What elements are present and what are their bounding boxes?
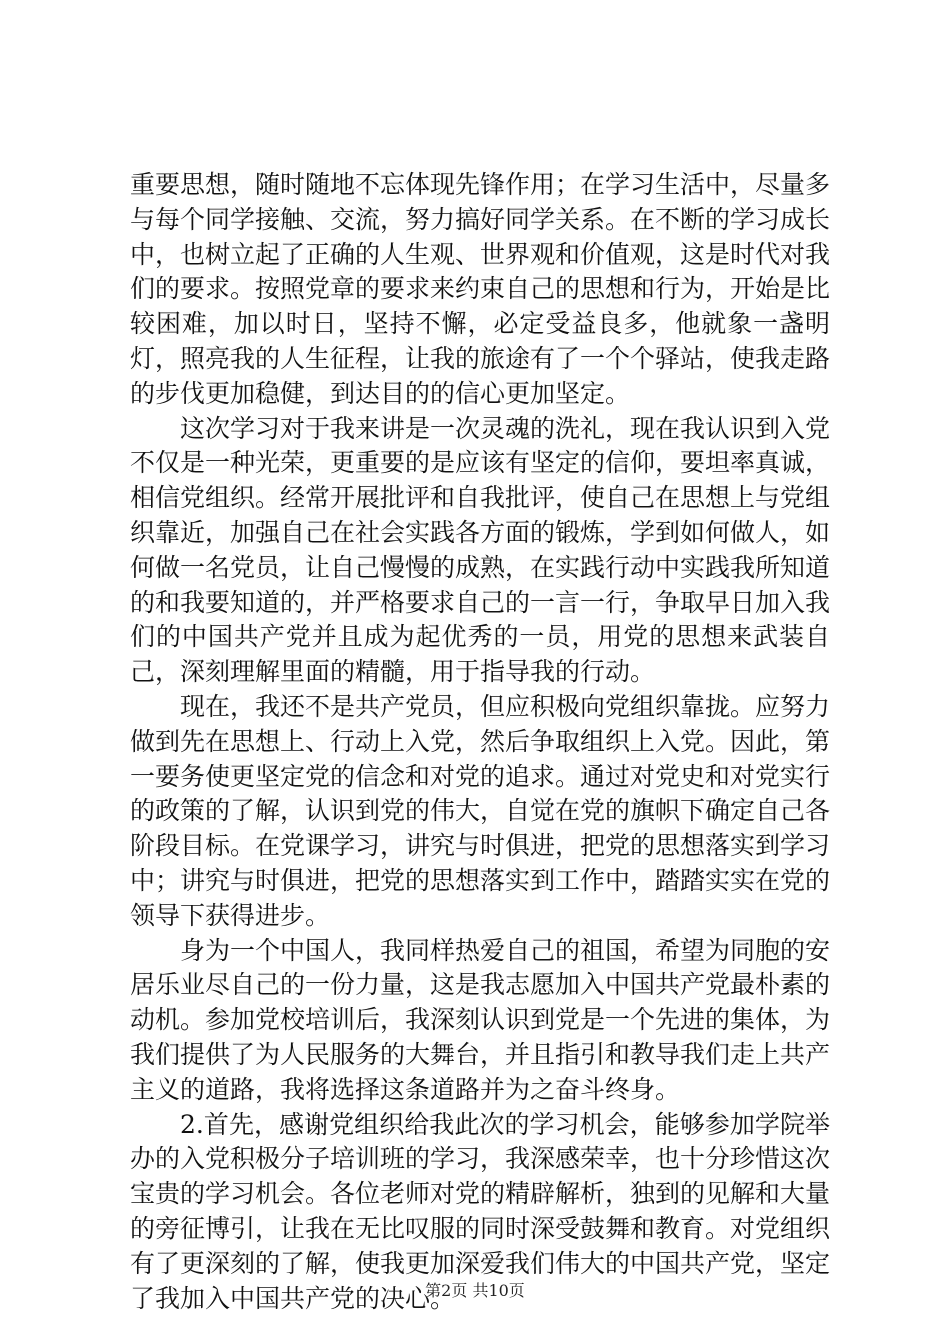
paragraph-love-motherland: 身为一个中国人，我同样热爱自己的祖国，希望为同胞的安居乐业尽自己的一份力量，这是我志愿加入中国共产党最朴素的动机。参加党校培训后，我深刻认识到党是一个先进的集体，为我们提供了为人民服务的大舞台，并且指引和教导我们走上共产主义的道路，我将选择这条道路并为之奋斗终身。 xyxy=(130,935,831,1104)
page-number-footer: 第2页 共10页 xyxy=(425,1281,525,1300)
paragraph-continuation: 重要思想，随时随地不忘体现先锋作用；在学习生活中，尽量多与每个同学接触、交流，努力搞好同学关系。在不断的学习成长中，也树立起了正确的人生观、世界观和价值观，这是时代对我们的要求。按照党章的要求来约束自己的思想和行为，开始是比较困难，加以时日，坚持不懈，必定受益良多，他就象一盏明灯，照亮我的人生征程，让我的旅途有了一个个驿站，使我走路的步伐更加稳健，到达目的的信心更加坚定。 xyxy=(130,170,831,408)
paragraph-not-yet-member: 现在，我还不是共产党员，但应积极向党组织靠拢。应努力做到先在思想上、行动上入党，然后争取组织上入党。因此，第一要务使更坚定党的信念和对党的追求。通过对党史和对党实行的政策的了解，认识到党的伟大，自觉在党的旗帜下确定自己各阶段目标。在党课学习，讲究与时俱进，把党的思想落实到学习中；讲究与时俱进，把党的思想落实到工作中，踏踏实实在党的领导下获得进步。 xyxy=(130,691,831,930)
paragraph-spiritual-baptism: 这次学习对于我来讲是一次灵魂的洗礼，现在我认识到入党不仅是一种光荣，更重要的是应该有坚定的信仰，要坦率真诚，相信党组织。经常开展批评和自我批评，使自己在思想上与党组织靠近，加强自己在社会实践各方面的锻炼，学到如何做人，如何做一名党员，让自己慢慢的成熟，在实践行动中实践我所知道的和我要知道的，并严格要求自己的一言一行，争取早日加入我们的中国共产党并且成为起优秀的一员，用党的思想来武装自己，深刻理解里面的精髓，用于指导我的行动。 xyxy=(130,413,831,687)
paragraph-section-2: 2.首先，感谢党组织给我此次的学习机会，能够参加学院举办的入党积极分子培训班的学习，我深感荣幸，也十分珍惜这次宝贵的学习机会。各位老师对党的精辟解析，独到的见解和大量的旁征博引，让我在无比叹服的同时深受鼓舞和教育。对党组织有了更深刻的了解，使我更加深爱我们伟大的中国共产党，坚定了我加入中国共产党的决心。 xyxy=(130,1109,831,1313)
document-body xyxy=(130,168,830,1316)
